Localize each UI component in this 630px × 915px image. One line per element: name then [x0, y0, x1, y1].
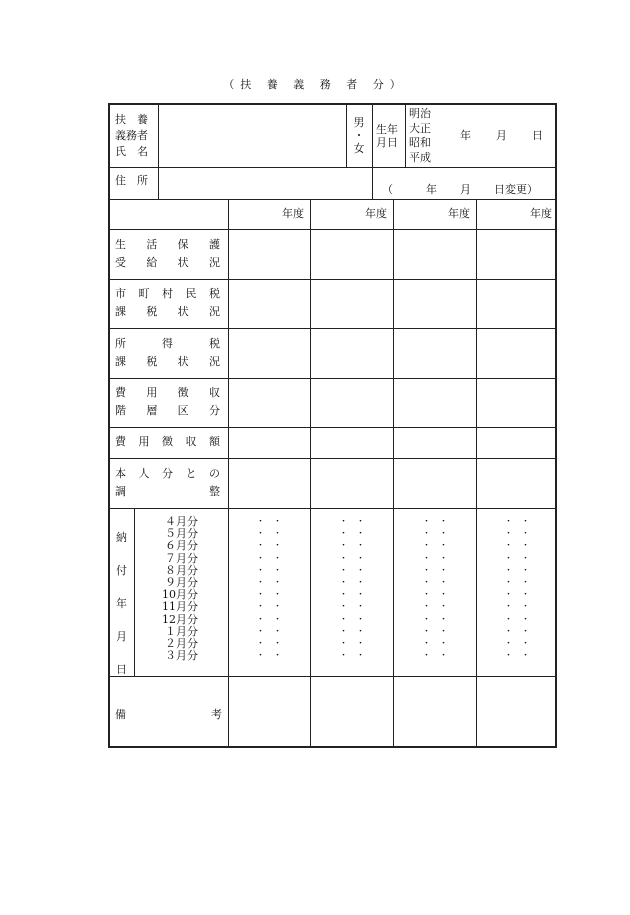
date-dots: [504, 516, 530, 662]
row-label-line: 市 町 村 民 税: [115, 287, 220, 300]
year-header: 年度: [530, 207, 552, 220]
sex-label: 男 ・ 女: [353, 116, 365, 155]
row-label-line: 調 整: [115, 485, 220, 498]
month-item: ８月分: [165, 563, 198, 577]
address-change-year: 年: [426, 183, 437, 196]
date-dot-pair: ・ ・: [504, 529, 530, 540]
divider: [110, 279, 555, 280]
date-dot-pair: ・ ・: [256, 565, 282, 576]
month-unit: 月: [496, 129, 507, 142]
divider: [110, 328, 555, 329]
month-item: ２月分: [165, 637, 198, 651]
date-dot-pair: ・ ・: [504, 553, 530, 564]
date-dot-pair: ・ ・: [422, 639, 448, 650]
month-item: ７月分: [165, 551, 198, 565]
date-dot-pair: ・ ・: [422, 517, 448, 527]
remarks-label: 備 考: [115, 708, 222, 721]
date-dot-pair: ・ ・: [339, 651, 365, 662]
self-adjustment-label: [115, 465, 220, 501]
date-dots: [256, 516, 282, 662]
year-header: 年度: [365, 207, 387, 220]
date-dot-pair: ・ ・: [422, 602, 448, 613]
row-label-line: 生 活 保 護: [115, 238, 220, 251]
address-label: 住 所: [115, 174, 148, 187]
divider: [110, 427, 555, 428]
year-unit: 年: [460, 129, 471, 142]
divider: [134, 508, 135, 676]
row-label-line: 所 得 税: [115, 337, 220, 350]
month-item: 11月分: [162, 600, 198, 614]
divider: [228, 199, 229, 748]
date-dot-pair: ・ ・: [256, 541, 282, 552]
date-dot-pair: ・ ・: [339, 578, 365, 589]
month-item: ４月分: [165, 515, 198, 528]
divider: [372, 105, 373, 199]
month-item: 10月分: [162, 588, 198, 602]
month-item: ９月分: [165, 576, 198, 590]
divider: [110, 508, 555, 509]
date-dot-pair: ・ ・: [339, 590, 365, 601]
month-item: ５月分: [165, 527, 198, 541]
month-item: １月分: [165, 624, 198, 638]
divider: [110, 199, 555, 200]
era-list: 明治 大正 昭和 平成: [409, 107, 431, 164]
date-dot-pair: ・ ・: [256, 529, 282, 540]
date-dot-pair: ・ ・: [339, 639, 365, 650]
row-label-line: 階 層 区 分: [115, 404, 220, 417]
row-label-line: 費 用 徴 収 額: [115, 435, 220, 448]
divider: [476, 199, 477, 748]
date-dot-pair: ・ ・: [256, 553, 282, 564]
date-dot-pair: ・ ・: [504, 565, 530, 576]
form-title: （扶 養 義 務 者 分）: [223, 78, 407, 91]
address-change-month: 月: [460, 183, 471, 196]
date-dots: [422, 516, 448, 662]
row-label-line: 課 税 状 況: [115, 305, 220, 318]
address-change-day: 日変更）: [494, 183, 538, 196]
dependent-obligor-form: [108, 103, 557, 748]
row-label-line: 課 税 状 況: [115, 355, 220, 368]
fee-amount-label: [115, 436, 220, 448]
date-dot-pair: ・ ・: [422, 529, 448, 540]
date-dot-pair: ・ ・: [504, 590, 530, 601]
month-list: [150, 516, 198, 662]
date-dot-pair: ・ ・: [422, 565, 448, 576]
date-dot-pair: ・ ・: [256, 602, 282, 613]
date-dot-pair: ・ ・: [422, 651, 448, 662]
name-label: 扶 養 義務者 氏 名: [115, 113, 148, 158]
date-dot-pair: ・ ・: [422, 590, 448, 601]
month-item: 12月分: [162, 612, 198, 626]
municipal-tax-label: [115, 285, 220, 321]
divider: [110, 378, 555, 379]
day-unit: 日: [532, 129, 543, 142]
date-dot-pair: ・ ・: [339, 602, 365, 613]
date-dot-pair: ・ ・: [504, 602, 530, 613]
date-dot-pair: ・ ・: [339, 541, 365, 552]
divider: [110, 458, 555, 459]
date-dot-pair: ・ ・: [256, 626, 282, 637]
date-dot-pair: ・ ・: [504, 626, 530, 637]
date-dot-pair: ・ ・: [339, 517, 365, 527]
year-header: 年度: [448, 207, 470, 220]
divider: [110, 167, 555, 168]
date-dot-pair: ・ ・: [504, 517, 530, 527]
date-dots: [339, 516, 365, 662]
date-dot-pair: ・ ・: [256, 651, 282, 662]
date-dot-pair: ・ ・: [504, 614, 530, 625]
divider: [405, 105, 406, 167]
date-dot-pair: ・ ・: [256, 639, 282, 650]
welfare-status-label: [115, 236, 220, 272]
date-dot-pair: ・ ・: [422, 614, 448, 625]
row-label-line: 受 給 状 況: [115, 256, 220, 269]
divider: [393, 199, 394, 748]
row-label-line: 本 人 分 と の: [115, 467, 220, 480]
month-item: ３月分: [165, 649, 198, 663]
date-dot-pair: ・ ・: [422, 541, 448, 552]
year-header: 年度: [282, 207, 304, 220]
date-dot-pair: ・ ・: [339, 565, 365, 576]
date-dot-pair: ・ ・: [339, 529, 365, 540]
date-dot-pair: ・ ・: [504, 651, 530, 662]
divider: [346, 105, 347, 167]
date-dot-pair: ・ ・: [422, 626, 448, 637]
payment-date-label: 納 付 年 月 日: [116, 531, 127, 676]
divider: [110, 676, 555, 677]
month-item: ６月分: [165, 539, 198, 553]
address-change-open: （: [382, 183, 393, 196]
date-dot-pair: ・ ・: [256, 517, 282, 527]
birth-label: 生年 月日: [376, 123, 398, 149]
date-dot-pair: ・ ・: [422, 553, 448, 564]
income-tax-label: [115, 335, 220, 371]
date-dot-pair: ・ ・: [339, 626, 365, 637]
date-dot-pair: ・ ・: [504, 541, 530, 552]
date-dot-pair: ・ ・: [339, 614, 365, 625]
date-dot-pair: ・ ・: [504, 639, 530, 650]
fee-tier-label: [115, 384, 220, 420]
date-dot-pair: ・ ・: [422, 578, 448, 589]
date-dot-pair: ・ ・: [256, 590, 282, 601]
date-dot-pair: ・ ・: [256, 578, 282, 589]
date-dot-pair: ・ ・: [339, 553, 365, 564]
date-dot-pair: ・ ・: [256, 614, 282, 625]
divider: [110, 229, 555, 230]
divider: [310, 199, 311, 748]
date-dot-pair: ・ ・: [504, 578, 530, 589]
divider: [158, 105, 159, 199]
row-label-line: 費 用 徴 収: [115, 386, 220, 399]
